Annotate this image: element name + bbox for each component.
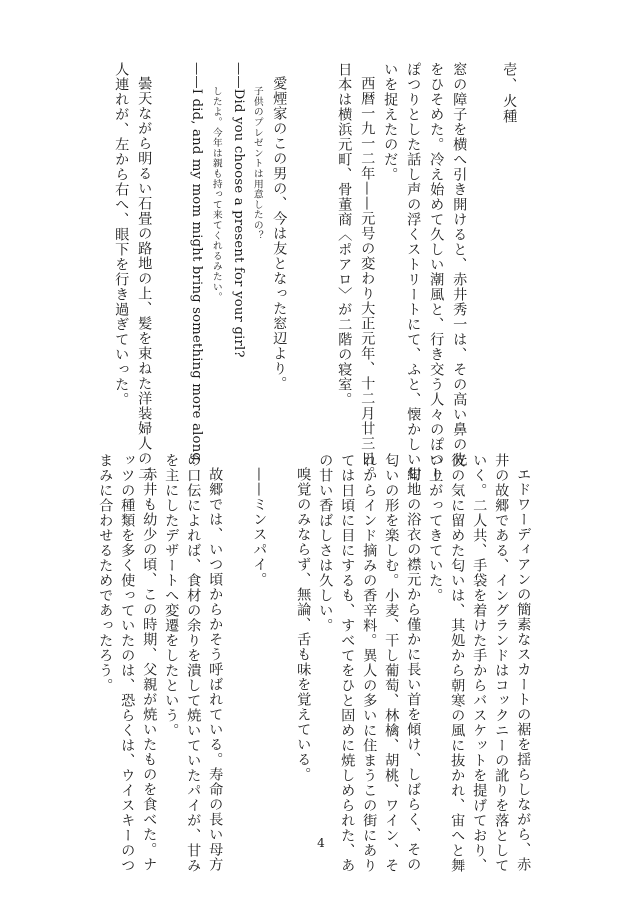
body-line: ては日頃に目にするも、すべてをひと固めに焼しめられた、あ xyxy=(339,453,356,873)
body-line: 人連れが、左から右へ、眼下を行き過ぎていった。 xyxy=(113,62,130,407)
body-line: 故郷では、いつ頃からかそう呼ばれている。寿命の長い母方 xyxy=(207,467,224,872)
body-line: の甘い香ばしさは久しい。 xyxy=(317,453,334,633)
body-line: をひそめた。冷え始めて久しい潮風と、行き交う人々のぽつり xyxy=(428,62,445,482)
body-line: いを捉えたのだ。 xyxy=(382,62,399,182)
body-line: れからインド摘みの香辛料。異人の多いに住まうこの街にあり xyxy=(361,453,378,873)
body-line: 愛煙家のこの男の、今は友となった窓辺より。 xyxy=(271,76,288,391)
dialogue-line: ——Did you choose a present for your girl? xyxy=(231,62,247,358)
dialogue-ruby: 子供のプレゼントは用意したの？ xyxy=(251,86,263,241)
body-line: 紺地の浴衣の襟元から僅かに長い首を傾け、しばらく、その xyxy=(405,467,422,872)
body-line: 日本は横浜元町、骨董商〈ポアロ〉が二階の寝室。 xyxy=(336,62,353,407)
body-line: の口伝によれば、食材の余りを潰して焼いていたパイが、甘み xyxy=(185,453,202,873)
body-line: エドワーディアンの簡素なスカートの裾を揺らしながら、赤 xyxy=(515,467,532,872)
body-line: ぽつりとした話し声の浮くストリートにて、ふと、懐かしい匂 xyxy=(405,62,422,482)
dialogue-line: ——I did, and my mom might bring something more along. xyxy=(189,62,205,466)
body-line: 西暦一九一二年——元号の変わり大正元年、十二月廿三日。 xyxy=(359,76,376,481)
body-line: 嗅覚のみならず、無論、舌も味を覚えている。 xyxy=(295,467,312,782)
body-line: ッツの種類を多く使っていたのは、恐らくは、ウイスキーのつ xyxy=(119,453,136,873)
body-line: 彼の気に留めた匂いは、其処から朝寒の風に抜かれ、宙へと舞 xyxy=(449,453,466,873)
body-line: い上がってきていた。 xyxy=(427,453,444,603)
dialogue-ruby: したよ。今年は親も持って来てくれるみたい。 xyxy=(210,86,222,303)
chapter-title: 壱、火種 xyxy=(501,62,518,125)
body-line: を主にしたデザートへ変遷をしたという。 xyxy=(163,453,180,738)
body-line: まみに合わせるためであったろう。 xyxy=(97,453,114,693)
body-line: 曇天ながら明るい石畳の路地の上、髪を束ねた洋装婦人の二 xyxy=(136,76,153,481)
body-line: 井の故郷である、イングランドはコックニーの訛りを落として xyxy=(493,453,510,873)
body-line: 窓の障子を横へ引き開けると、赤井秀一は、その高い鼻の先 xyxy=(451,62,468,467)
body-line: 匂いの形を楽しむ。小麦、干し葡萄、林檎、胡桃、ワイン、そ xyxy=(383,453,400,873)
page-number: 4 xyxy=(317,836,325,850)
body-line: いく。二人共、手袋を着けた手からバスケットを提げており、 xyxy=(471,453,488,873)
body-line: ——ミンスパイ。 xyxy=(251,467,268,587)
body-line: 赤井も幼少の頃、この時期、父親が焼いたものを食べた。ナ xyxy=(141,467,158,872)
